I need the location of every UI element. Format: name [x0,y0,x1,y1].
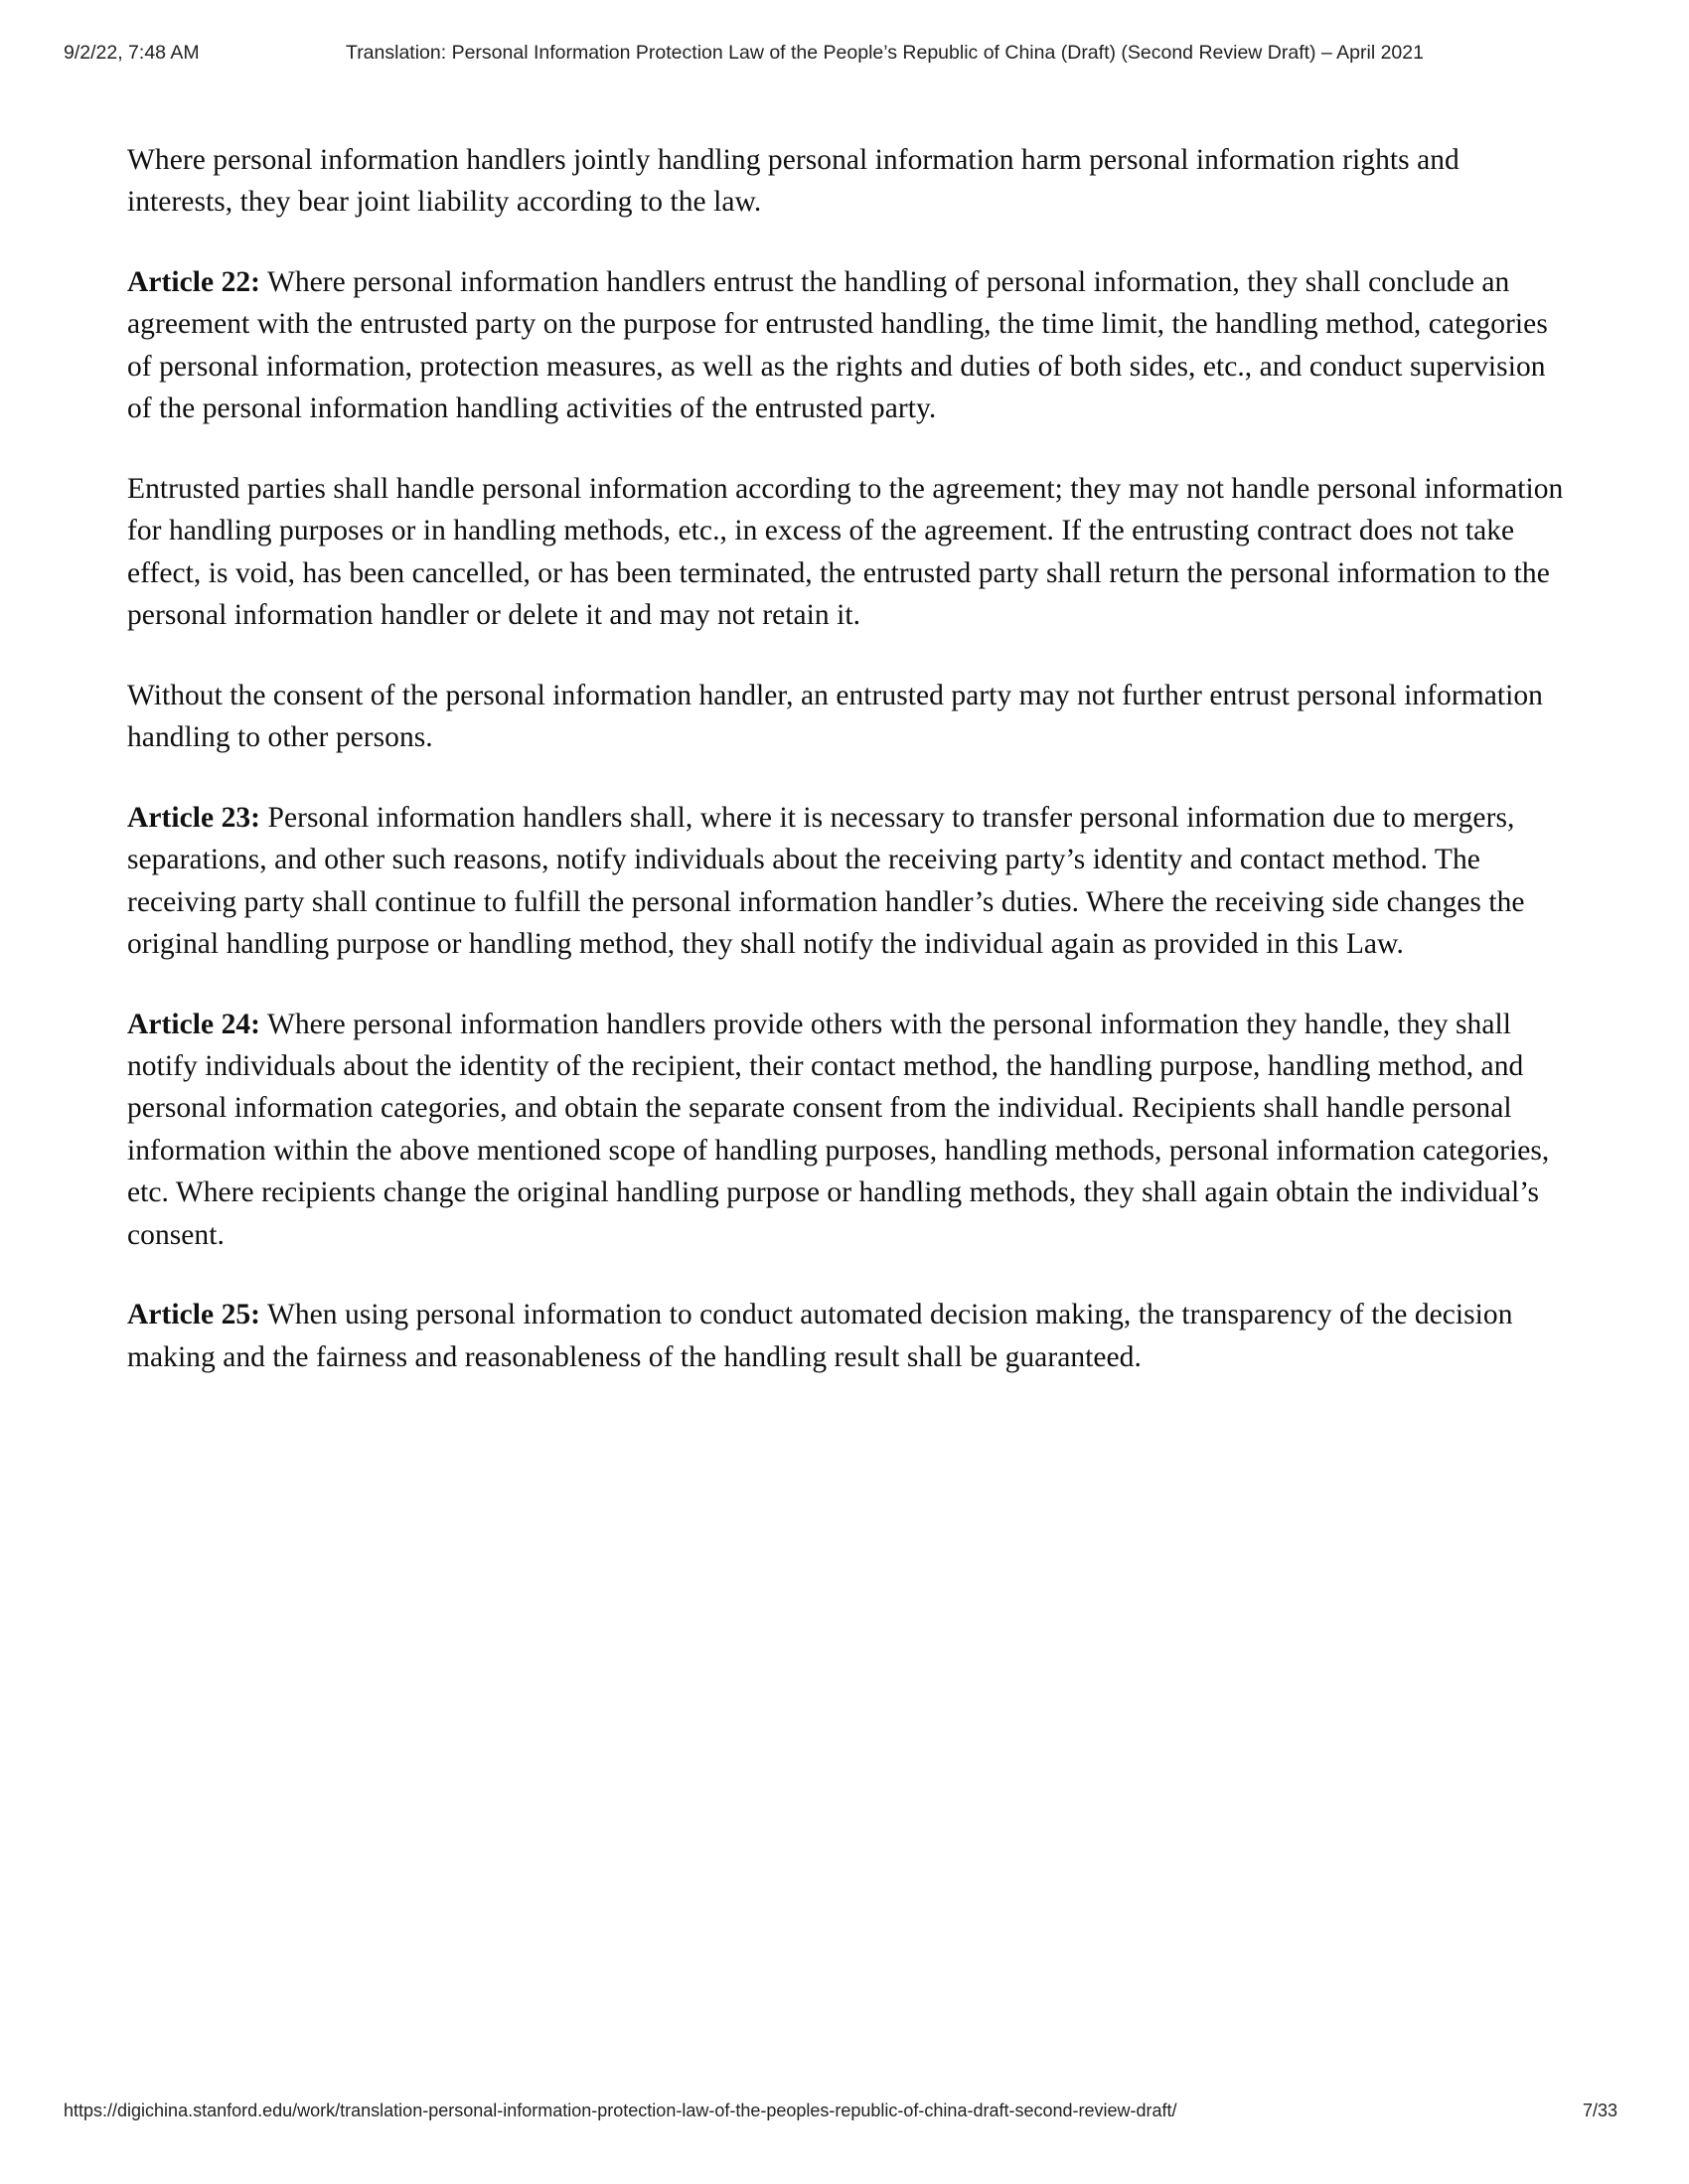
print-footer [0,2101,1689,2122]
article-label: Article 25: [127,1299,261,1331]
paragraph [127,468,1566,637]
paragraph-text: Where personal information handlers provide others with the personal information they handle, they shall notify individuals about the identity of the recipient, their contact method, the handling purpose, handling method, and personal information categories, and obtain the separate consent from the individual. Recipients shall handle personal information within the above mentioned scope of handling purposes, handling methods, personal information categories, etc. Where recipients change the original handling purpose or handling methods, they shall again obtain the individual’s consent. [127,1008,1550,1251]
header-timestamp: 9/2/22, 7:48 AM [64,42,200,64]
article-label: Article 22: [127,265,261,298]
paragraph-text: Where personal information handlers entrust the handling of personal information, they shall conclude an agreement with the entrusted party on the purpose for entrusted handling, the time limit, the handling method, categories of personal information, protection measures, as well as the rights and duties of both sides, etc., and conduct supervision of the personal information handling activities of the entrusted party. [127,265,1548,425]
paragraph [127,1004,1566,1257]
paragraph [127,1294,1566,1378]
paragraph [127,797,1566,966]
document-body [127,139,1566,1378]
paragraph [127,139,1566,224]
paragraph-text: Without the consent of the personal information handler, an entrusted party may not further entrust personal information handling to other persons. [127,679,1543,754]
header-document-title: Translation: Personal Information Protection Law of the People’s Republic of China (Draft) (Second Review Draft) – April 2021 [346,42,1424,64]
article-label: Article 24: [127,1008,261,1040]
paragraph-text: Personal information handlers shall, where it is necessary to transfer personal information due to mergers, separations, and other such reasons, notify individuals about the receiving party’s identity and contact method. The receiving party shall continue to fulfill the personal information handler’s duties. Where the receiving side changes the original handling purpose or handling method, they shall notify the individual again as provided in this Law. [127,801,1525,961]
article-label: Article 23: [127,801,261,834]
paragraph-text: Where personal information handlers jointly handling personal information harm personal information rights and interests, they bear joint liability according to the law. [127,144,1459,219]
paragraph [127,261,1566,430]
footer-page-number: 7/33 [1582,2101,1617,2120]
footer-source-url[interactable]: https://digichina.stanford.edu/work/translation-personal-information-protection-law-of-the-peoples-republic-of-china-draft-second-review-draft/ [64,2101,1177,2120]
print-header [0,42,1689,66]
paragraph-text: When using personal information to conduct automated decision making, the transparency of the decision making and the fairness and reasonableness of the handling result shall be guaranteed. [127,1299,1513,1373]
paragraph [127,675,1566,759]
paragraph-text: Entrusted parties shall handle personal information according to the agreement; they may not handle personal information for handling purposes or in handling methods, etc., in excess of the agreement. If the entrusting contract does not take effect, is void, has been cancelled, or has been terminated, the entrusted party shall return the personal information to the personal information handler or delete it and may not retain it. [127,472,1564,632]
